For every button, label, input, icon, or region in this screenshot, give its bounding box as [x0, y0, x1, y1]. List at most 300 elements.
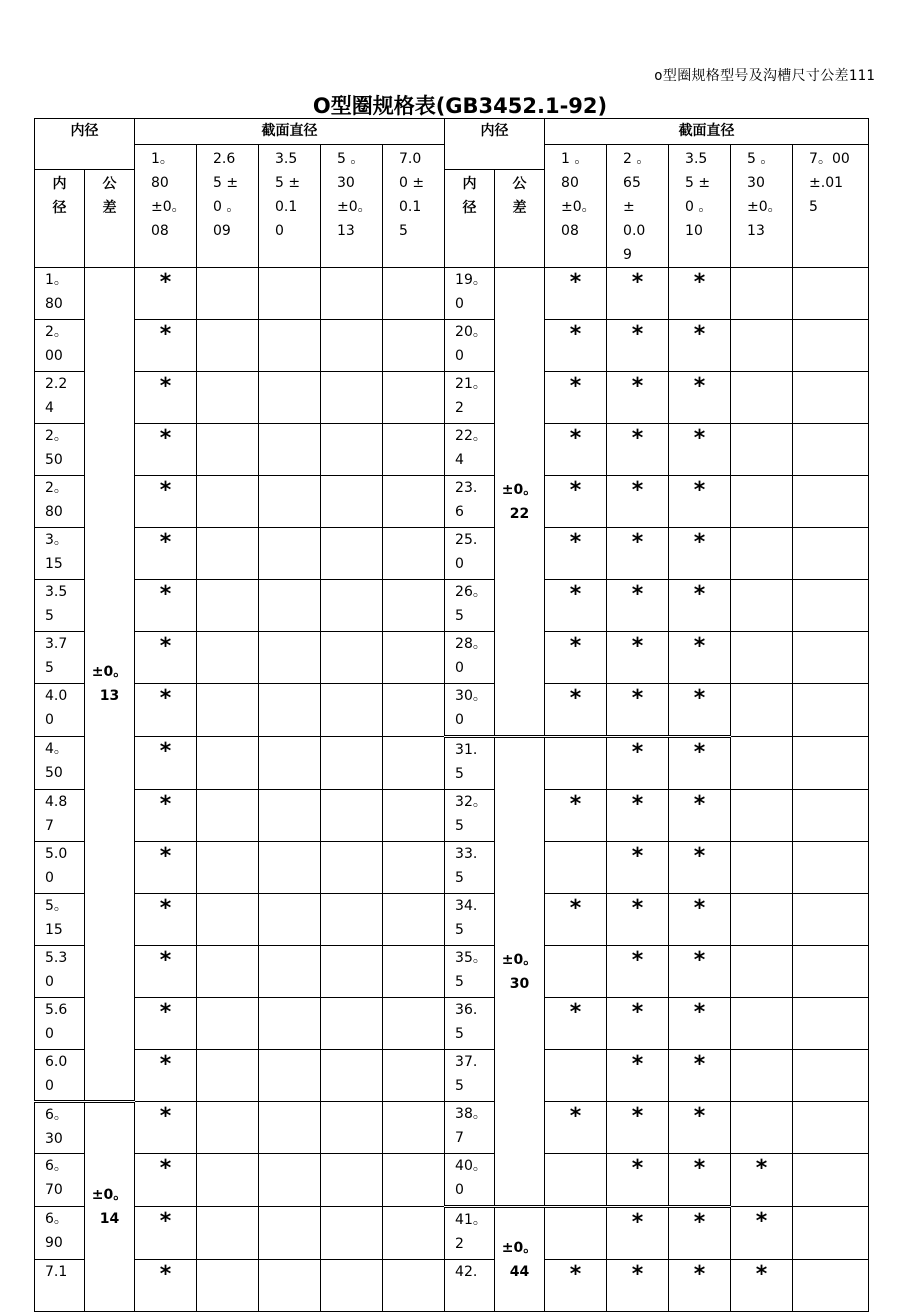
right-section-size-4: [731, 145, 793, 268]
left-mark-cell: [383, 842, 445, 894]
diameter-line: 19。: [455, 272, 487, 288]
section-size-line: 2 。: [623, 151, 651, 167]
right-mark-cell: *: [669, 528, 731, 580]
section-size-line: 5 ±: [685, 175, 711, 191]
diameter-line: 3.5: [45, 584, 68, 600]
left-mark-cell: [321, 1050, 383, 1102]
left-mark-cell: [259, 842, 321, 894]
section-size-line: ±0。: [337, 199, 372, 215]
left-mark-cell: *: [135, 842, 197, 894]
right-mark-cell: *: [669, 684, 731, 737]
right-mark-cell: *: [731, 1154, 793, 1207]
left-mark-cell: *: [135, 790, 197, 842]
right-mark-cell: *: [669, 320, 731, 372]
table-row: [35, 790, 869, 842]
o-ring-spec-table: [34, 118, 869, 1312]
left-mark-cell: [383, 1154, 445, 1207]
left-mark-cell: *: [135, 1207, 197, 1260]
right-mark-cell: *: [669, 737, 731, 790]
table-row: [35, 632, 869, 684]
header-note: o型圈规格型号及沟槽尺寸公差111: [654, 68, 875, 84]
right-inner-diameter-cell: [445, 842, 495, 894]
table-row: [35, 372, 869, 424]
diameter-line: 5: [455, 870, 464, 886]
left-inner-diameter-cell: [35, 528, 85, 580]
left-mark-cell: *: [135, 1050, 197, 1102]
diameter-line: 70: [45, 1182, 63, 1198]
section-size-line: 5 ±: [213, 175, 239, 191]
diameter-line: 30: [45, 1131, 63, 1147]
right-inner-diameter-cell: [445, 1050, 495, 1102]
diameter-line: 4: [455, 452, 464, 468]
right-mark-cell: [731, 320, 793, 372]
left-mark-cell: [321, 580, 383, 632]
right-mark-cell: *: [607, 320, 669, 372]
table-row: [35, 998, 869, 1050]
tolerance-line: ±0。: [501, 481, 538, 498]
right-mark-cell: [793, 268, 869, 320]
diameter-line: 5: [455, 974, 464, 990]
diameter-line: 5: [45, 608, 54, 624]
left-mark-cell: [197, 632, 259, 684]
left-mark-cell: [321, 894, 383, 946]
section-size-line: 0.1: [399, 199, 422, 215]
left-mark-cell: [321, 1207, 383, 1260]
right-mark-cell: [793, 320, 869, 372]
diameter-line: 20。: [455, 324, 487, 340]
left-inner-diameter-cell: [35, 946, 85, 998]
diameter-line: 0: [45, 712, 54, 728]
left-inner-diameter-header: 内径: [35, 119, 135, 170]
right-mark-cell: *: [669, 946, 731, 998]
right-section-size-3: [669, 145, 731, 268]
diameter-line: 0: [455, 1182, 464, 1198]
right-mark-cell: [731, 632, 793, 684]
left-mark-cell: [321, 424, 383, 476]
diameter-line: 1。: [45, 272, 68, 288]
section-size-line: 7。00: [809, 151, 850, 167]
section-size-line: 7.0: [399, 151, 422, 167]
diameter-line: 80: [45, 296, 63, 312]
left-section-size-4: [321, 145, 383, 268]
right-inner-diameter-header: 内径: [445, 119, 545, 170]
right-mark-cell: *: [607, 1207, 669, 1260]
left-mark-cell: [383, 1260, 445, 1312]
right-inner-diameter-cell: [445, 528, 495, 580]
left-inner-diameter-cell: [35, 894, 85, 946]
table-row: [35, 424, 869, 476]
right-mark-cell: *: [607, 998, 669, 1050]
diameter-line: 34.: [455, 898, 478, 914]
right-mark-cell: *: [669, 842, 731, 894]
left-mark-cell: [383, 1207, 445, 1260]
left-inner-diameter-cell: [35, 842, 85, 894]
right-mark-cell: [793, 476, 869, 528]
right-mark-cell: *: [669, 580, 731, 632]
left-mark-cell: [383, 476, 445, 528]
right-inner-diameter-cell: [445, 946, 495, 998]
left-mark-cell: *: [135, 580, 197, 632]
right-mark-cell: *: [545, 632, 607, 684]
right-mark-cell: [545, 842, 607, 894]
diameter-line: 0: [45, 1026, 54, 1042]
diameter-line: 6.0: [45, 1054, 68, 1070]
right-mark-cell: [793, 790, 869, 842]
label-char: 径: [462, 199, 477, 216]
right-mark-cell: [731, 790, 793, 842]
right-mark-cell: *: [669, 1260, 731, 1312]
left-mark-cell: [321, 268, 383, 320]
section-size-line: 13: [747, 223, 765, 239]
left-mark-cell: [321, 320, 383, 372]
section-size-line: 5 ±: [275, 175, 301, 191]
diameter-line: 0: [455, 660, 464, 676]
right-inner-diameter-cell: [445, 632, 495, 684]
right-mark-cell: *: [545, 268, 607, 320]
diameter-line: 41。: [455, 1212, 487, 1228]
diameter-line: 15: [45, 556, 63, 572]
section-size-line: 30: [337, 175, 355, 191]
table-row: [35, 528, 869, 580]
left-mark-cell: [197, 320, 259, 372]
left-mark-cell: [383, 632, 445, 684]
label-char: 公: [102, 175, 117, 192]
left-mark-cell: *: [135, 528, 197, 580]
right-mark-cell: *: [669, 1154, 731, 1207]
right-mark-cell: *: [731, 1207, 793, 1260]
section-size-line: ±0。: [561, 199, 596, 215]
right-mark-cell: *: [607, 424, 669, 476]
diameter-line: 4.8: [45, 794, 68, 810]
left-mark-cell: [259, 1260, 321, 1312]
diameter-line: 0: [45, 974, 54, 990]
right-inner-diameter-cell: [445, 424, 495, 476]
right-mark-cell: [793, 998, 869, 1050]
diameter-line: 6。: [45, 1158, 68, 1174]
section-size-line: 1 。: [561, 151, 589, 167]
section-size-line: 5 。: [747, 151, 775, 167]
tolerance-line: 14: [99, 1211, 120, 1227]
tolerance-line: ±0。: [91, 664, 128, 680]
label-char: 径: [52, 199, 67, 216]
right-mark-cell: [793, 1102, 869, 1154]
left-tolerance-label: [85, 169, 135, 267]
section-size-line: 5 。: [337, 151, 365, 167]
diameter-line: 0: [45, 870, 54, 886]
diameter-line: 2.2: [45, 376, 68, 392]
left-mark-cell: [197, 737, 259, 790]
left-mark-cell: [197, 842, 259, 894]
diameter-line: 30。: [455, 688, 487, 704]
left-mark-cell: [259, 1050, 321, 1102]
section-size-line: 0 。: [685, 199, 713, 215]
right-mark-cell: [731, 842, 793, 894]
left-mark-cell: [321, 1102, 383, 1154]
left-inner-diameter-cell: [35, 1207, 85, 1260]
table-row: [35, 1207, 869, 1260]
right-mark-cell: [731, 424, 793, 476]
right-mark-cell: *: [545, 580, 607, 632]
left-mark-cell: [383, 894, 445, 946]
left-mark-cell: *: [135, 737, 197, 790]
table-row: [35, 842, 869, 894]
left-mark-cell: [197, 1102, 259, 1154]
section-size-line: 0.0: [623, 223, 646, 239]
left-mark-cell: [259, 737, 321, 790]
table-row: [35, 1102, 869, 1154]
left-mark-cell: [259, 790, 321, 842]
left-mark-cell: [383, 1050, 445, 1102]
right-mark-cell: [545, 1050, 607, 1102]
tolerance-line: 22: [509, 505, 530, 522]
right-mark-cell: *: [669, 476, 731, 528]
section-size-line: 1。: [151, 151, 174, 167]
left-mark-cell: [383, 737, 445, 790]
page-title: O型圈规格表(GB3452.1-92): [312, 94, 608, 118]
diameter-line: 37.: [455, 1054, 478, 1070]
left-mark-cell: [383, 424, 445, 476]
left-mark-cell: [383, 946, 445, 998]
left-inner-diameter-cell: [35, 320, 85, 372]
right-mark-cell: [731, 737, 793, 790]
right-mark-cell: *: [545, 998, 607, 1050]
left-inner-diameter-label: [35, 169, 85, 267]
right-mark-cell: *: [607, 684, 669, 737]
section-size-line: 80: [561, 175, 579, 191]
section-size-line: 0 ±: [399, 175, 425, 191]
right-mark-cell: *: [669, 1102, 731, 1154]
left-mark-cell: *: [135, 476, 197, 528]
diameter-line: 28。: [455, 636, 487, 652]
table-row: [35, 1260, 869, 1312]
table-row: [35, 268, 869, 320]
section-size-line: 0: [275, 223, 284, 239]
diameter-line: 5.3: [45, 950, 68, 966]
right-inner-diameter-cell: [445, 1154, 495, 1207]
table-row: [35, 684, 869, 737]
right-inner-diameter-cell: [445, 1260, 495, 1312]
right-mark-cell: [793, 894, 869, 946]
left-mark-cell: [383, 268, 445, 320]
diameter-line: 2。: [45, 480, 68, 496]
left-mark-cell: [259, 1154, 321, 1207]
left-mark-cell: *: [135, 894, 197, 946]
diameter-line: 90: [45, 1235, 63, 1251]
right-mark-cell: *: [607, 632, 669, 684]
diameter-line: 80: [45, 504, 63, 520]
right-section-diameter-header: 截面直径: [545, 119, 869, 145]
left-mark-cell: *: [135, 1154, 197, 1207]
diameter-line: 36.: [455, 1002, 478, 1018]
diameter-line: 5: [455, 818, 464, 834]
left-inner-diameter-cell: [35, 684, 85, 737]
left-inner-diameter-cell: [35, 424, 85, 476]
left-mark-cell: [321, 684, 383, 737]
right-inner-diameter-label: [445, 169, 495, 267]
right-mark-cell: *: [545, 1260, 607, 1312]
left-mark-cell: [259, 684, 321, 737]
left-mark-cell: *: [135, 424, 197, 476]
right-mark-cell: *: [607, 1260, 669, 1312]
left-mark-cell: [197, 476, 259, 528]
left-mark-cell: *: [135, 1102, 197, 1154]
right-inner-diameter-cell: [445, 476, 495, 528]
left-mark-cell: [197, 424, 259, 476]
right-mark-cell: *: [545, 790, 607, 842]
right-mark-cell: *: [731, 1260, 793, 1312]
right-mark-cell: *: [669, 424, 731, 476]
right-mark-cell: *: [669, 268, 731, 320]
section-size-line: ±0。: [747, 199, 782, 215]
left-tolerance-cell: [85, 268, 135, 1102]
diameter-line: 5: [455, 922, 464, 938]
right-mark-cell: *: [545, 476, 607, 528]
section-size-line: 0.1: [275, 199, 298, 215]
section-size-line: 3.5: [685, 151, 708, 167]
right-mark-cell: [793, 528, 869, 580]
left-mark-cell: [259, 268, 321, 320]
left-inner-diameter-cell: [35, 998, 85, 1050]
left-section-size-3: [259, 145, 321, 268]
diameter-line: 5.6: [45, 1002, 68, 1018]
section-size-line: 5: [399, 223, 408, 239]
tolerance-line: 30: [509, 975, 530, 992]
right-mark-cell: *: [669, 372, 731, 424]
right-mark-cell: *: [607, 268, 669, 320]
right-mark-cell: [731, 946, 793, 998]
right-mark-cell: [731, 998, 793, 1050]
right-mark-cell: [731, 580, 793, 632]
left-mark-cell: [321, 842, 383, 894]
right-section-size-5: [793, 145, 869, 268]
diameter-line: 4.0: [45, 688, 68, 704]
diameter-line: 5: [455, 1026, 464, 1042]
left-section-diameter-header: 截面直径: [135, 119, 445, 145]
right-mark-cell: [793, 1154, 869, 1207]
right-mark-cell: [793, 372, 869, 424]
diameter-line: 50: [45, 452, 63, 468]
section-size-line: ±: [623, 199, 635, 215]
diameter-line: 5: [455, 608, 464, 624]
left-mark-cell: *: [135, 946, 197, 998]
right-inner-diameter-cell: [445, 268, 495, 320]
left-mark-cell: [321, 1154, 383, 1207]
left-mark-cell: [197, 1154, 259, 1207]
diameter-line: 26。: [455, 584, 487, 600]
left-section-size-1: [135, 145, 197, 268]
left-mark-cell: [197, 528, 259, 580]
left-mark-cell: [259, 1207, 321, 1260]
left-mark-cell: *: [135, 372, 197, 424]
label-char: 公: [512, 175, 527, 192]
left-mark-cell: [321, 528, 383, 580]
right-mark-cell: *: [607, 946, 669, 998]
label-char: 内: [462, 175, 477, 192]
left-mark-cell: [259, 372, 321, 424]
diameter-line: 5。: [45, 898, 68, 914]
right-mark-cell: *: [607, 1050, 669, 1102]
diameter-line: 0: [455, 348, 464, 364]
diameter-line: 3.7: [45, 636, 68, 652]
diameter-line: 0: [45, 1078, 54, 1094]
diameter-line: 22。: [455, 428, 487, 444]
right-mark-cell: *: [607, 1102, 669, 1154]
left-mark-cell: [383, 372, 445, 424]
right-mark-cell: [793, 424, 869, 476]
left-mark-cell: [197, 1207, 259, 1260]
right-mark-cell: *: [607, 842, 669, 894]
right-mark-cell: [793, 632, 869, 684]
left-mark-cell: [259, 998, 321, 1050]
diameter-line: 0: [455, 712, 464, 728]
diameter-line: 2: [455, 400, 464, 416]
right-section-size-2: [607, 145, 669, 268]
left-mark-cell: [321, 790, 383, 842]
right-mark-cell: *: [607, 528, 669, 580]
section-size-line: 80: [151, 175, 169, 191]
left-section-size-2: [197, 145, 259, 268]
diameter-line: 23.: [455, 480, 478, 496]
section-size-line: 30: [747, 175, 765, 191]
left-inner-diameter-cell: [35, 1154, 85, 1207]
section-size-line: 08: [561, 223, 579, 239]
diameter-line: 2: [455, 1236, 464, 1252]
left-inner-diameter-cell: [35, 632, 85, 684]
left-inner-diameter-cell: [35, 1050, 85, 1102]
left-mark-cell: [383, 684, 445, 737]
right-mark-cell: [731, 268, 793, 320]
section-size-line: 9: [623, 247, 632, 263]
right-mark-cell: [793, 1207, 869, 1260]
left-mark-cell: [383, 528, 445, 580]
right-inner-diameter-cell: [445, 684, 495, 737]
diameter-line: 2。: [45, 428, 68, 444]
left-mark-cell: [321, 372, 383, 424]
diameter-line: 5.0: [45, 846, 68, 862]
left-mark-cell: [197, 580, 259, 632]
tolerance-line: ±0。: [501, 951, 538, 968]
diameter-line: 3。: [45, 532, 68, 548]
table-row: [35, 894, 869, 946]
diameter-line: 6: [455, 504, 464, 520]
diameter-line: 7.1: [45, 1264, 68, 1280]
right-mark-cell: [731, 1050, 793, 1102]
right-mark-cell: [731, 894, 793, 946]
right-mark-cell: [793, 946, 869, 998]
right-mark-cell: *: [669, 790, 731, 842]
section-size-line: 13: [337, 223, 355, 239]
right-mark-cell: *: [607, 372, 669, 424]
left-inner-diameter-cell: [35, 268, 85, 320]
left-inner-diameter-cell: [35, 580, 85, 632]
diameter-line: 0: [455, 296, 464, 312]
right-mark-cell: *: [545, 372, 607, 424]
diameter-line: 6。: [45, 1211, 68, 1227]
diameter-line: 5: [45, 660, 54, 676]
left-mark-cell: [321, 476, 383, 528]
table-row: [35, 476, 869, 528]
left-mark-cell: [259, 1102, 321, 1154]
left-mark-cell: [259, 946, 321, 998]
right-mark-cell: *: [669, 1050, 731, 1102]
right-mark-cell: [793, 684, 869, 737]
left-mark-cell: [321, 737, 383, 790]
section-size-line: 2.6: [213, 151, 236, 167]
left-mark-cell: [321, 632, 383, 684]
left-inner-diameter-cell: [35, 476, 85, 528]
left-mark-cell: [197, 946, 259, 998]
diameter-line: 5: [455, 766, 464, 782]
